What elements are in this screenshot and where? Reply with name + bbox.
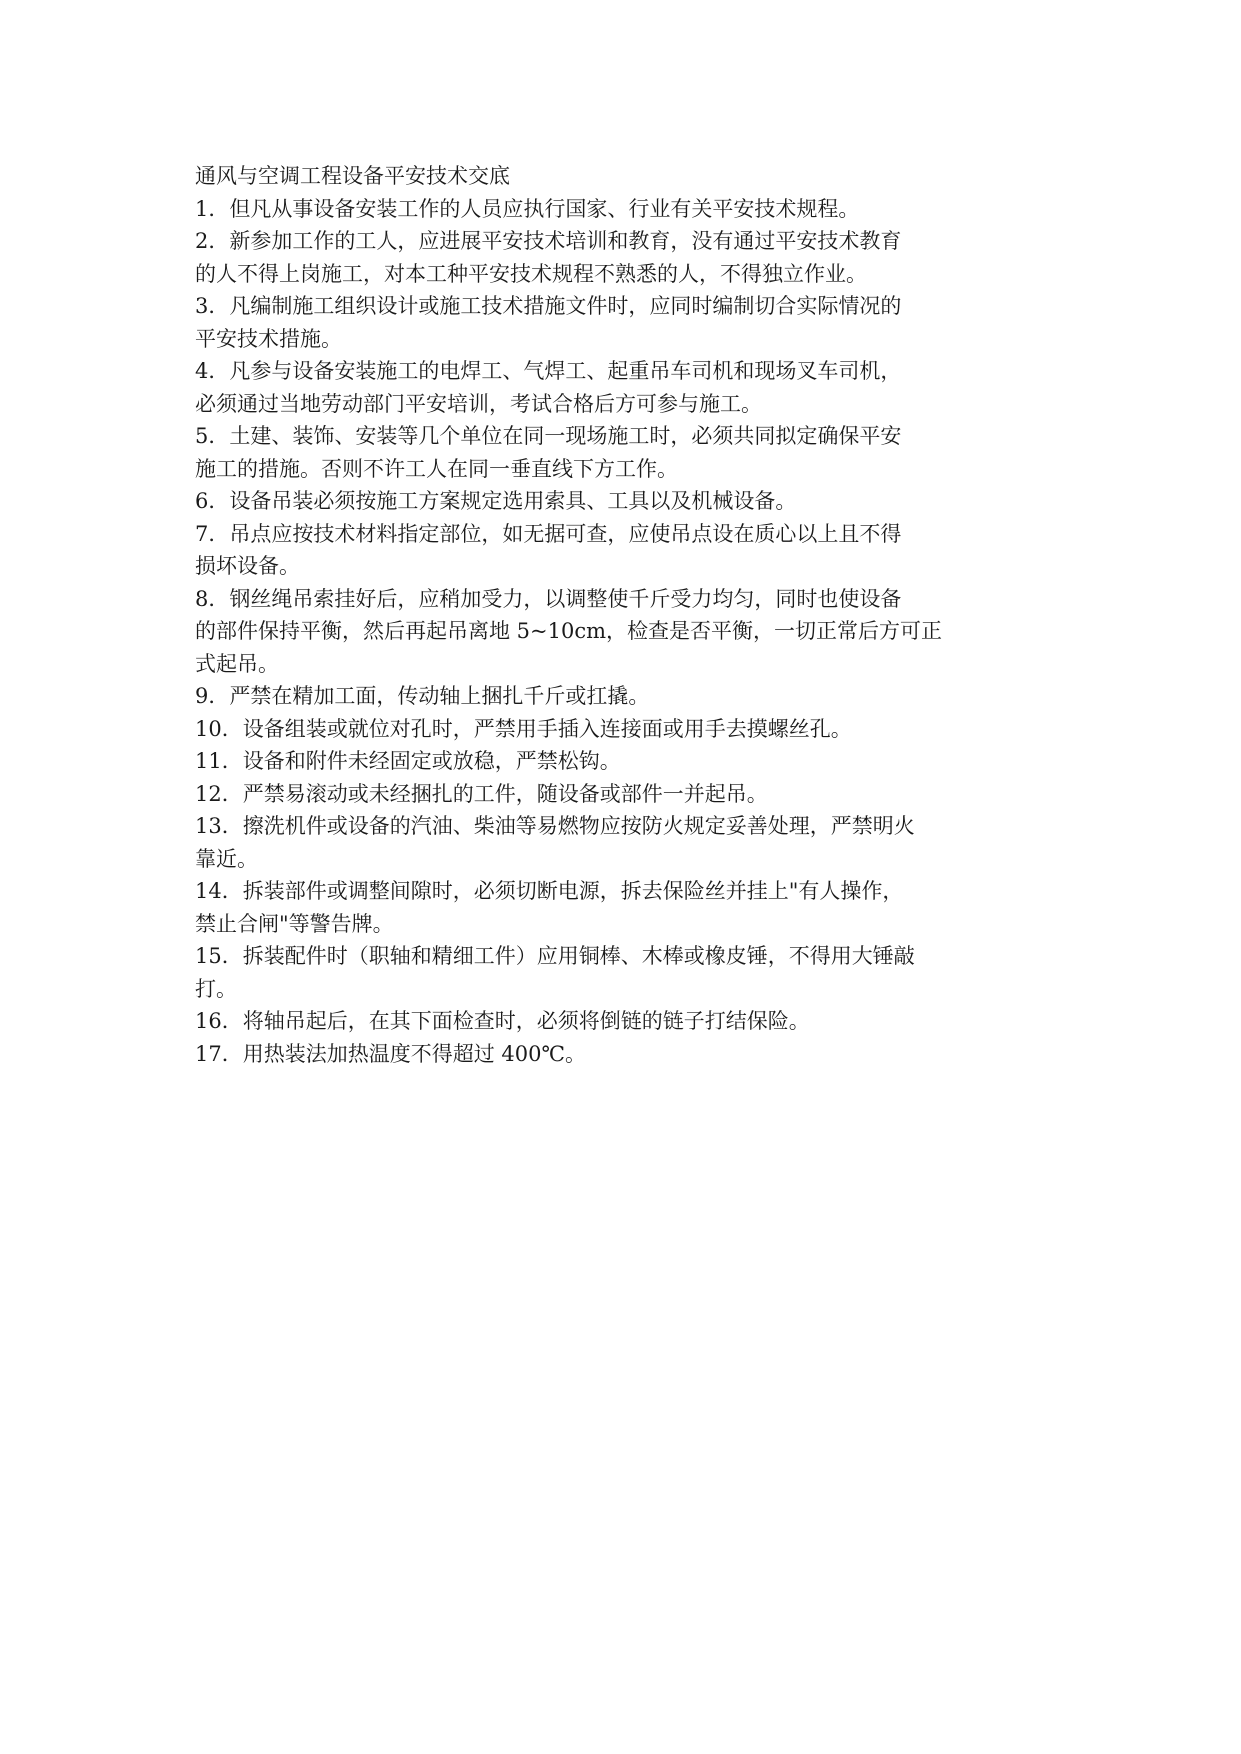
rule-item-line: 禁止合闸"等警告牌。 <box>195 911 394 936</box>
rule-item-line: 12．严禁易滚动或未经捆扎的工件，随设备或部件一并起吊。 <box>195 781 768 806</box>
rule-item-5 <box>195 420 1065 485</box>
rule-item-line: 6．设备吊装必须按施工方案规定选用索具、工具以及机械设备。 <box>195 489 797 513</box>
rule-item-line: 的部件保持平衡，然后再起吊离地 5~10cm，检查是否平衡，一切正常后方可正 <box>195 619 943 643</box>
rule-item-11 <box>195 745 1065 778</box>
rule-item-line: 5．土建、装饰、安装等几个单位在同一现场施工时，必须共同拟定确保平安 <box>195 424 902 448</box>
rule-item-line: 施工的措施。否则不许工人在同一垂直线下方工作。 <box>195 456 678 481</box>
rule-item-15 <box>195 940 1065 1005</box>
rule-item-line: 的人不得上岗施工，对本工种平安技术规程不熟悉的人，不得独立作业。 <box>195 261 867 286</box>
rule-item-line: 10．设备组装或就位对孔时，严禁用手插入连接面或用手去摸螺丝孔。 <box>195 716 852 741</box>
rule-item-line: 1．但凡从事设备安装工作的人员应执行国家、行业有关平安技术规程。 <box>195 196 860 221</box>
rule-item-line: 必须通过当地劳动部门平安培训，考试合格后方可参与施工。 <box>195 391 762 416</box>
rule-item-line: 17．用热装法加热温度不得超过 400℃。 <box>195 1041 586 1066</box>
rule-item-1 <box>195 193 1065 226</box>
rule-item-12 <box>195 778 1065 811</box>
document-title: 通风与空调工程设备平安技术交底 <box>195 164 510 188</box>
rule-item-line: 11．设备和附件未经固定或放稳，严禁松钩。 <box>195 749 621 773</box>
rule-item-line: 式起吊。 <box>195 651 279 676</box>
rule-item-17 <box>195 1038 1065 1071</box>
rule-item-line: 9．严禁在精加工面，传动轴上捆扎千斤或扛撬。 <box>195 684 650 708</box>
rule-item-line: 靠近。 <box>195 846 258 871</box>
rule-item-line: 4．凡参与设备安装施工的电焊工、气焊工、起重吊车司机和现场叉车司机， <box>195 359 902 383</box>
rule-item-line: 14．拆装部件或调整间隙时，必须切断电源，拆去保险丝并挂上"有人操作， <box>195 879 904 903</box>
rule-item-line: 平安技术措施。 <box>195 326 342 351</box>
rule-item-8 <box>195 583 1065 681</box>
rule-item-line: 8．钢丝绳吊索挂好后，应稍加受力，以调整使千斤受力均匀，同时也使设备 <box>195 586 902 611</box>
rule-item-16 <box>195 1005 1065 1038</box>
rule-item-9 <box>195 680 1065 713</box>
rule-item-line: 7．吊点应按技术材料指定部位，如无据可查，应使吊点设在质心以上且不得 <box>195 521 902 546</box>
rule-item-2 <box>195 225 1065 290</box>
rule-item-10 <box>195 713 1065 746</box>
rule-item-4 <box>195 355 1065 420</box>
rule-item-line: 16．将轴吊起后，在其下面检查时，必须将倒链的链子打结保险。 <box>195 1009 810 1033</box>
rule-item-7 <box>195 518 1065 583</box>
rule-item-line: 15．拆装配件时（职轴和精细工件）应用铜棒、木棒或橡皮锤，不得用大锤敲 <box>195 944 915 968</box>
rule-item-6 <box>195 485 1065 518</box>
document-body <box>195 160 1065 1070</box>
rule-item-3 <box>195 290 1065 355</box>
rule-item-line: 损坏设备。 <box>195 554 300 578</box>
rule-item-line: 打。 <box>195 976 237 1001</box>
rule-item-line: 3．凡编制施工组织设计或施工技术措施文件时，应同时编制切合实际情况的 <box>195 294 902 318</box>
rule-item-13 <box>195 810 1065 875</box>
safety-rules-list <box>195 193 1065 1071</box>
rule-item-line: 2．新参加工作的工人，应进展平安技术培训和教育，没有通过平安技术教育 <box>195 229 902 253</box>
rule-item-line: 13．擦洗机件或设备的汽油、柴油等易燃物应按防火规定妥善处理，严禁明火 <box>195 814 915 838</box>
rule-item-14 <box>195 875 1065 940</box>
